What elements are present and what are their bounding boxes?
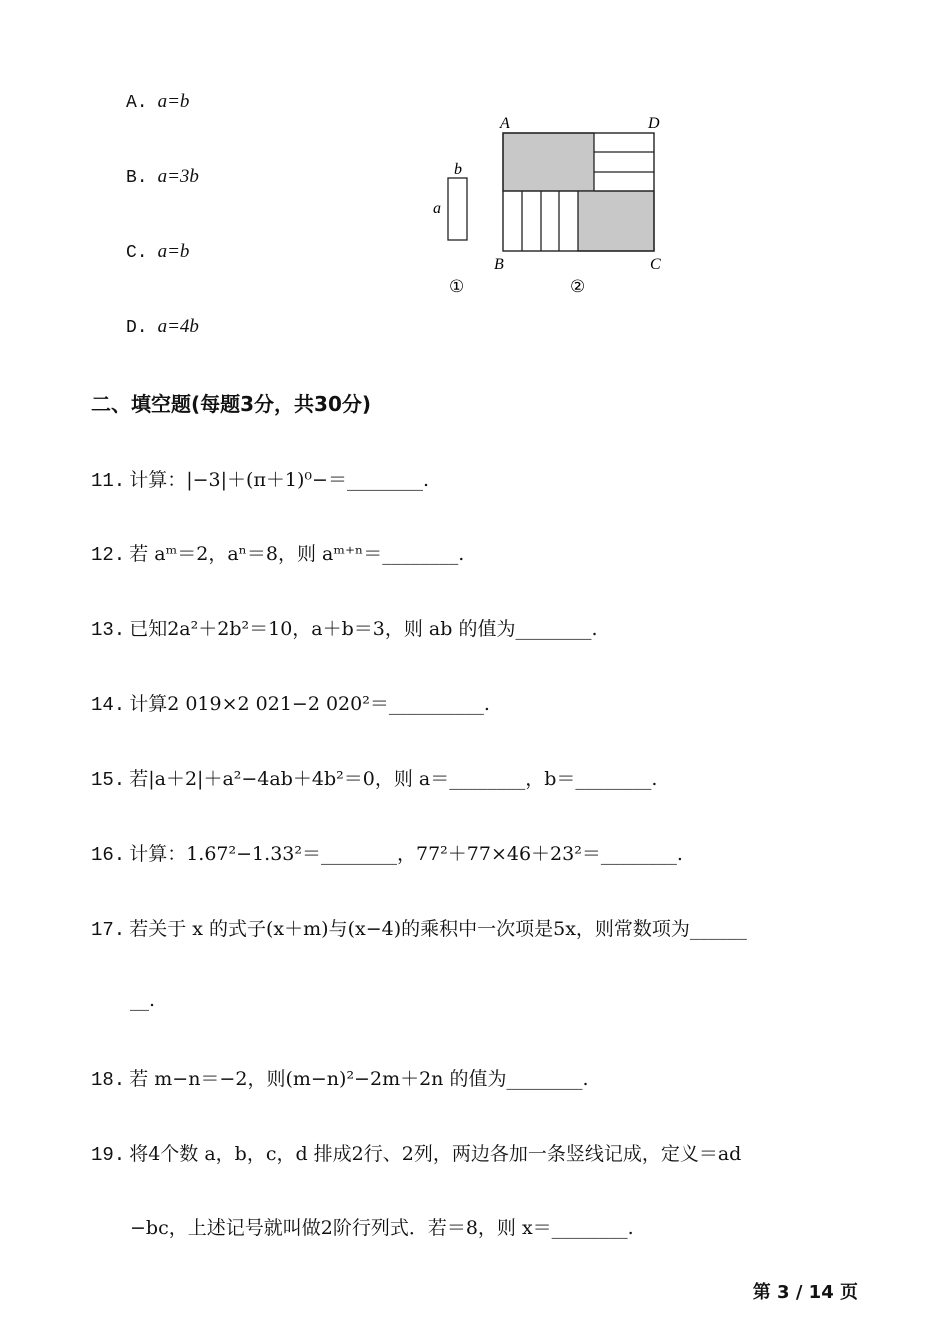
question-17 <box>91 914 747 941</box>
question-19-continuation: −bc，上述记号就叫做2阶行列式．若＝8，则 x＝________. <box>130 1217 634 1239</box>
question-12 <box>91 539 464 566</box>
question-text: 若|a＋2|＋a²−4ab＋4b²＝0，则 a＝________，b＝________. <box>129 768 658 790</box>
question-17-continuation: __. <box>130 989 156 1011</box>
question-number: 14. <box>91 694 126 716</box>
question-text: 将4个数 a，b，c，d 排成2行、2列，两边各加一条竖线记成，定义＝ad <box>129 1143 742 1165</box>
option-key: D. <box>126 318 148 338</box>
option-d <box>126 315 199 338</box>
option-b <box>126 165 199 188</box>
question-number: 15. <box>91 769 126 791</box>
shaded-top-left <box>503 133 594 191</box>
section-title: 二、填空题(每题3分，共30分) <box>91 392 372 416</box>
question-11 <box>91 465 429 492</box>
corner-a: A <box>500 115 510 132</box>
label-a: a <box>433 200 441 217</box>
question-13 <box>91 614 597 641</box>
option-a <box>126 90 189 113</box>
option-key: C. <box>126 243 148 263</box>
question-text: 计算2 019×2 021−2 020²＝__________. <box>129 693 490 715</box>
option-text: a=3b <box>157 166 199 187</box>
corner-b: B <box>494 256 504 273</box>
question-text: 若 m−n＝−2，则(m−n)²−2m＋2n 的值为________. <box>129 1068 589 1090</box>
caption-2: ② <box>570 277 586 296</box>
question-text: 若 aᵐ＝2，aⁿ＝8，则 aᵐ⁺ⁿ＝________. <box>129 543 465 565</box>
question-16 <box>91 839 683 866</box>
page-footer: 第 3 / 14 页 <box>752 1282 858 1303</box>
question-18 <box>91 1064 589 1091</box>
question-19 <box>91 1139 741 1166</box>
caption-1: ① <box>449 277 465 296</box>
shaded-bottom-right <box>578 191 654 251</box>
question-15 <box>91 764 657 791</box>
question-number: 13. <box>91 619 126 641</box>
small-rectangle <box>448 178 467 240</box>
question-number: 16. <box>91 844 126 866</box>
corner-d: D <box>648 115 660 132</box>
option-text: a=b <box>157 241 190 262</box>
question-number: 11. <box>91 470 126 492</box>
question-number: 12. <box>91 544 126 566</box>
option-text: a=4b <box>157 316 199 337</box>
question-text: 已知2a²＋2b²＝10，a＋b＝3，则 ab 的值为________. <box>129 618 598 640</box>
question-text: 计算：1.67²−1.33²＝________，77²＋77×46＋23²＝________. <box>129 843 683 865</box>
question-14 <box>91 689 490 716</box>
question-number: 17. <box>91 919 126 941</box>
corner-c: C <box>650 256 661 273</box>
label-b: b <box>454 161 462 178</box>
question-number: 18. <box>91 1069 126 1091</box>
question-text: 若关于 x 的式子(x＋m)与(x−4)的乘积中一次项是5x，则常数项为______ <box>129 918 747 940</box>
option-key: B. <box>126 168 148 188</box>
option-key: A. <box>126 93 148 113</box>
option-text: a=b <box>157 91 190 112</box>
option-c <box>126 240 189 263</box>
question-number: 19. <box>91 1144 126 1166</box>
question-text: 计算：|−3|＋(π＋1)⁰−＝________. <box>129 469 430 491</box>
rectangle-figure <box>420 110 680 300</box>
